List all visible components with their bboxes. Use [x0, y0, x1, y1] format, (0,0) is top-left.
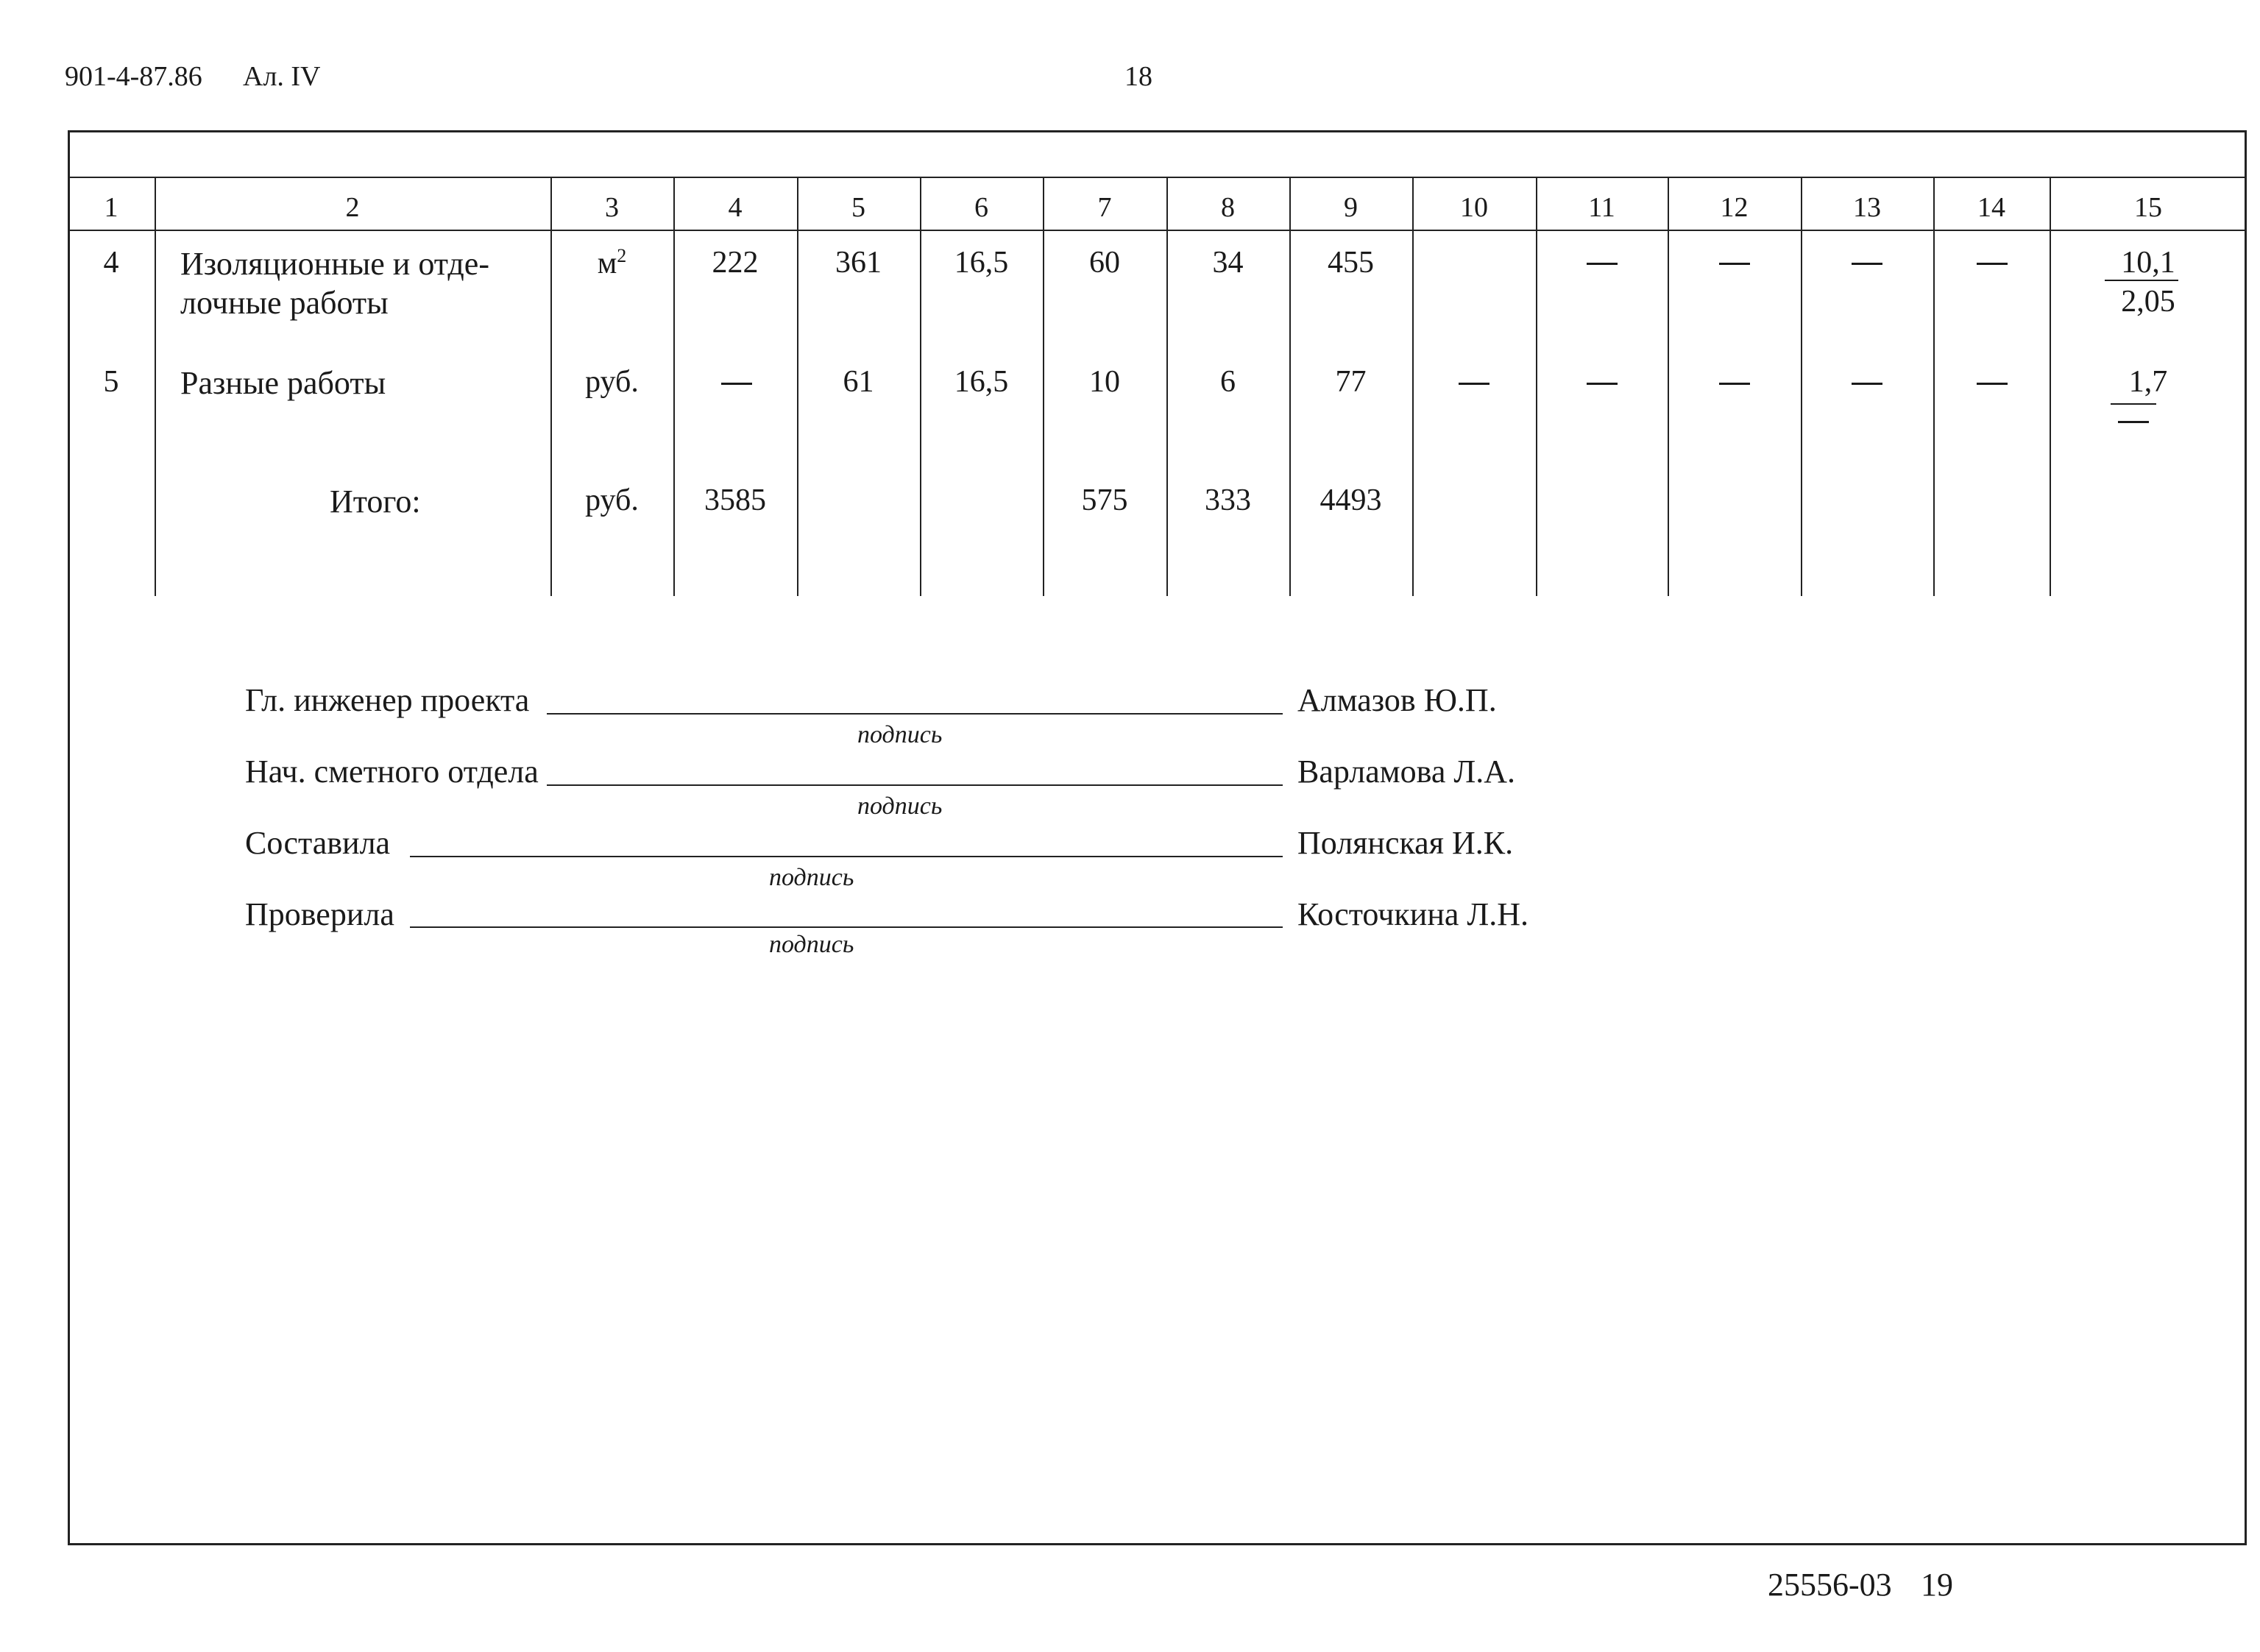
cell-value: 222: [712, 246, 759, 280]
footer-code: 25556-03: [1768, 1567, 1892, 1603]
column-number: 11: [1588, 192, 1615, 223]
unit-text: руб.: [585, 483, 639, 517]
header-top-rule: [68, 177, 2247, 178]
cell-value: 61: [843, 365, 874, 399]
cell-value: 16,5: [954, 365, 1009, 399]
signature-role: Составила: [245, 825, 391, 861]
unit-text: м: [597, 247, 617, 280]
fraction-numerator: 1,7: [2128, 365, 2168, 399]
col-separator: [1801, 177, 1802, 596]
total-value: 4493: [1319, 483, 1382, 517]
signature-line: [547, 784, 1283, 786]
dash-mark: [1977, 383, 2008, 385]
dash-mark: [1587, 383, 1618, 385]
col-separator: [1536, 177, 1537, 596]
table-frame: [68, 130, 2247, 1545]
signature-caption: подпись: [857, 793, 943, 820]
signature-caption: подпись: [857, 721, 943, 748]
column-number: 1: [104, 192, 118, 223]
total-value: 333: [1205, 483, 1251, 517]
fraction-numerator: 10,1: [2121, 246, 2175, 280]
unit-cell: [550, 245, 673, 281]
dash-mark: [2118, 421, 2149, 423]
header-bottom-rule: [68, 230, 2247, 231]
album-label: Ал. IV: [243, 61, 321, 92]
cell-value: 34: [1212, 246, 1244, 280]
column-number: 14: [1977, 192, 2005, 223]
dash-mark: [1459, 383, 1489, 385]
signer-name: Полянская И.К.: [1297, 825, 1514, 861]
column-number: 9: [1344, 192, 1358, 223]
cell-value: 10: [1089, 365, 1120, 399]
column-number: 15: [2134, 192, 2162, 223]
total-value: 3585: [704, 483, 766, 517]
fraction-denominator: 2,05: [2121, 285, 2175, 319]
fraction-bar: [2105, 280, 2178, 281]
dash-mark: [1719, 383, 1750, 385]
unit-superscript: 2: [617, 245, 627, 266]
column-number: 2: [345, 192, 360, 223]
total-value: 575: [1081, 483, 1128, 517]
work-name-line: лочные работы: [180, 285, 389, 321]
signature-line: [410, 926, 1283, 928]
signer-name: Косточкина Л.Н.: [1297, 896, 1529, 932]
column-number: 10: [1460, 192, 1488, 223]
cell-value: 60: [1089, 246, 1120, 280]
unit-text: руб.: [585, 365, 639, 399]
col-separator: [1412, 177, 1414, 596]
signature-line: [410, 856, 1283, 857]
column-number: 7: [1097, 192, 1112, 223]
col-separator: [673, 177, 675, 596]
signature-role: Нач. сметного отдела: [245, 754, 539, 790]
cell-value: 6: [1220, 365, 1236, 399]
document-code: 901-4-87.86: [65, 61, 202, 92]
signer-name: Алмазов Ю.П.: [1297, 682, 1497, 718]
work-name-line: Изоляционные и отде-: [180, 246, 489, 282]
col-separator: [155, 177, 156, 596]
total-label: Итого:: [330, 483, 421, 520]
page-number: 18: [1124, 61, 1152, 92]
cell-value: 77: [1335, 365, 1367, 399]
cell-value: 361: [835, 246, 882, 280]
cell-value: 455: [1328, 246, 1374, 280]
signature-caption: подпись: [769, 931, 854, 958]
signature-caption: подпись: [769, 864, 854, 891]
dash-mark: [721, 383, 752, 385]
col-separator: [1933, 177, 1935, 596]
column-number: 12: [1720, 192, 1749, 223]
dash-mark: [1977, 263, 2008, 265]
signature-role: Проверила: [245, 896, 394, 932]
work-name-line: Разные работы: [180, 365, 386, 401]
dash-mark: [1719, 263, 1750, 265]
dash-mark: [1587, 263, 1618, 265]
column-number: 6: [974, 192, 988, 223]
column-number: 13: [1853, 192, 1881, 223]
column-number: 3: [605, 192, 619, 223]
cell-value: 16,5: [954, 246, 1009, 280]
signature-role: Гл. инженер проекта: [245, 682, 530, 718]
column-number: 8: [1221, 192, 1235, 223]
footer-sheet-number: 19: [1921, 1567, 1953, 1603]
signer-name: Варламова Л.А.: [1297, 754, 1515, 790]
column-number: 5: [851, 192, 865, 223]
dash-mark: [1852, 383, 1882, 385]
column-number: 4: [728, 192, 743, 223]
fraction-bar: [2111, 403, 2156, 405]
signature-line: [547, 713, 1283, 715]
row-number: 4: [103, 246, 119, 280]
dash-mark: [1852, 263, 1882, 265]
row-number: 5: [103, 365, 119, 399]
col-separator: [1668, 177, 1669, 596]
